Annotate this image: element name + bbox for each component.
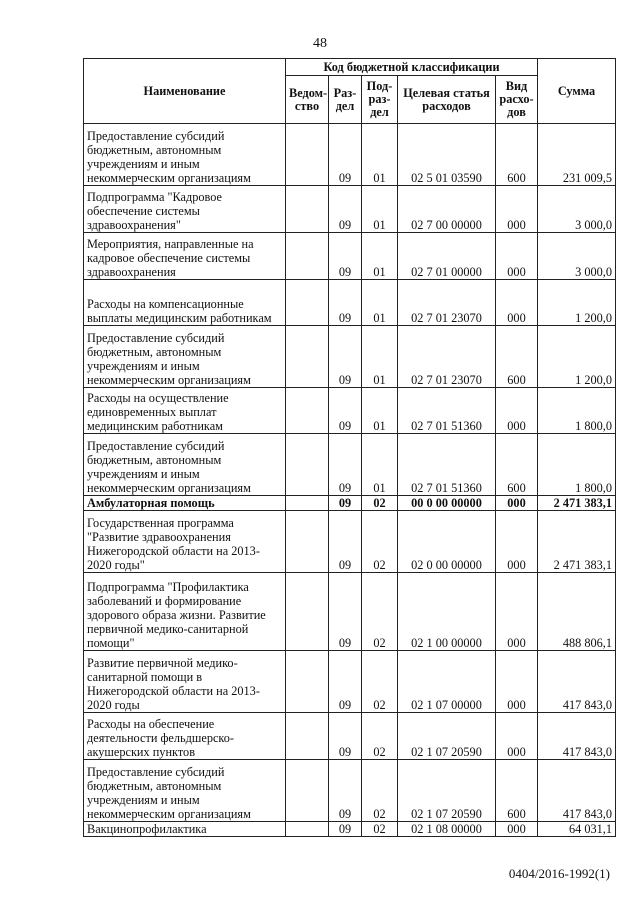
cell-summa: 3 000,0 <box>538 233 616 280</box>
cell-podrazdel: 02 <box>362 760 398 822</box>
cell-vedomstvo <box>286 186 329 233</box>
cell-vedomstvo <box>286 713 329 760</box>
cell-summa: 1 800,0 <box>538 388 616 434</box>
cell-razdel: 09 <box>329 822 362 837</box>
cell-vid: 600 <box>496 124 538 186</box>
cell-vedomstvo <box>286 233 329 280</box>
cell-summa: 64 031,1 <box>538 822 616 837</box>
cell-name: Предоставление субсидий бюджетным, автономным учреждениям и иным некоммерческим организациям <box>84 124 286 186</box>
cell-vid: 000 <box>496 573 538 651</box>
cell-summa: 231 009,5 <box>538 124 616 186</box>
cell-vedomstvo <box>286 388 329 434</box>
cell-vid: 000 <box>496 651 538 713</box>
cell-summa: 1 800,0 <box>538 434 616 496</box>
table-row <box>84 233 616 280</box>
cell-vid: 600 <box>496 434 538 496</box>
cell-tselevaya: 02 5 01 03590 <box>398 124 496 186</box>
cell-tselevaya: 02 7 01 00000 <box>398 233 496 280</box>
header-razdel: Раз-дел <box>329 76 362 124</box>
cell-podrazdel: 01 <box>362 434 398 496</box>
cell-name: Развитие первичной медико-санитарной помощи в Нижегородской области на 2013-2020 годы <box>84 651 286 713</box>
cell-razdel: 09 <box>329 511 362 573</box>
cell-vedomstvo <box>286 573 329 651</box>
cell-vid: 000 <box>496 388 538 434</box>
cell-podrazdel: 02 <box>362 496 398 511</box>
header-podrazdel: Под-раз-дел <box>362 76 398 124</box>
cell-vid: 000 <box>496 713 538 760</box>
cell-name: Подпрограмма "Кадровое обеспечение системы здравоохранения" <box>84 186 286 233</box>
table-row <box>84 388 616 434</box>
cell-vid: 000 <box>496 822 538 837</box>
table-row <box>84 124 616 186</box>
cell-podrazdel: 02 <box>362 822 398 837</box>
cell-summa: 417 843,0 <box>538 760 616 822</box>
cell-vedomstvo <box>286 280 329 326</box>
page-number: 48 <box>313 36 327 51</box>
cell-name: Государственная программа "Развитие здравоохранения Нижегородской области на 2013-2020 годы" <box>84 511 286 573</box>
cell-name: Подпрограмма "Профилактика заболеваний и формирование здорового образа жизни. Развитие первичной медико-санитарной помощи" <box>84 573 286 651</box>
cell-name: Расходы на осуществление единовременных выплат медицинским работникам <box>84 388 286 434</box>
cell-summa: 2 471 383,1 <box>538 496 616 511</box>
cell-podrazdel: 01 <box>362 124 398 186</box>
cell-podrazdel: 02 <box>362 651 398 713</box>
cell-tselevaya: 02 1 07 00000 <box>398 651 496 713</box>
document-code: 0404/2016-1992(1) <box>508 866 610 881</box>
cell-tselevaya: 02 7 01 23070 <box>398 280 496 326</box>
table-row <box>84 573 616 651</box>
cell-podrazdel: 01 <box>362 388 398 434</box>
table-row <box>84 511 616 573</box>
cell-vid: 000 <box>496 280 538 326</box>
cell-name: Мероприятия, направленные на кадровое обеспечение системы здравоохранения <box>84 233 286 280</box>
table-row <box>84 760 616 822</box>
cell-name: Предоставление субсидий бюджетным, автономным учреждениям и иным некоммерческим организациям <box>84 326 286 388</box>
header-summa: Сумма <box>538 59 616 124</box>
cell-tselevaya: 00 0 00 00000 <box>398 496 496 511</box>
cell-podrazdel: 01 <box>362 233 398 280</box>
cell-razdel: 09 <box>329 326 362 388</box>
cell-podrazdel: 01 <box>362 280 398 326</box>
cell-summa: 2 471 383,1 <box>538 511 616 573</box>
table-body <box>84 124 616 837</box>
cell-tselevaya: 02 1 00 00000 <box>398 573 496 651</box>
cell-podrazdel: 01 <box>362 186 398 233</box>
cell-tselevaya: 02 7 00 00000 <box>398 186 496 233</box>
cell-razdel: 09 <box>329 713 362 760</box>
header-vedomstvo: Ведом-ство <box>286 76 329 124</box>
table-row <box>84 496 616 511</box>
cell-summa: 3 000,0 <box>538 186 616 233</box>
cell-summa: 1 200,0 <box>538 280 616 326</box>
cell-vid: 000 <box>496 496 538 511</box>
cell-razdel: 09 <box>329 233 362 280</box>
header-classification-group: Код бюджетной классификации <box>286 59 538 76</box>
cell-vid: 000 <box>496 233 538 280</box>
cell-name: Расходы на компенсационные выплаты медицинским работникам <box>84 280 286 326</box>
cell-vid: 000 <box>496 511 538 573</box>
cell-razdel: 09 <box>329 573 362 651</box>
cell-razdel: 09 <box>329 496 362 511</box>
cell-vedomstvo <box>286 124 329 186</box>
table-row <box>84 280 616 326</box>
cell-razdel: 09 <box>329 186 362 233</box>
cell-name: Предоставление субсидий бюджетным, автономным учреждениям и иным некоммерческим организациям <box>84 760 286 822</box>
cell-vid: 600 <box>496 760 538 822</box>
cell-summa: 417 843,0 <box>538 713 616 760</box>
cell-vedomstvo <box>286 326 329 388</box>
table-row <box>84 186 616 233</box>
table-row <box>84 651 616 713</box>
cell-tselevaya: 02 1 07 20590 <box>398 760 496 822</box>
cell-name: Расходы на обеспечение деятельности фельдшерско-акушерских пунктов <box>84 713 286 760</box>
cell-vedomstvo <box>286 651 329 713</box>
cell-razdel: 09 <box>329 760 362 822</box>
table-row <box>84 434 616 496</box>
cell-razdel: 09 <box>329 434 362 496</box>
budget-table <box>83 58 616 837</box>
cell-tselevaya: 02 7 01 23070 <box>398 326 496 388</box>
cell-tselevaya: 02 7 01 51360 <box>398 434 496 496</box>
header-tselevaya: Целевая статья расходов <box>398 76 496 124</box>
cell-podrazdel: 02 <box>362 573 398 651</box>
table-row <box>84 326 616 388</box>
table-row <box>84 713 616 760</box>
cell-podrazdel: 02 <box>362 713 398 760</box>
cell-vedomstvo <box>286 822 329 837</box>
cell-vedomstvo <box>286 760 329 822</box>
cell-tselevaya: 02 1 07 20590 <box>398 713 496 760</box>
cell-razdel: 09 <box>329 124 362 186</box>
header-vid: Вид расхо-дов <box>496 76 538 124</box>
cell-summa: 488 806,1 <box>538 573 616 651</box>
cell-vid: 000 <box>496 186 538 233</box>
cell-razdel: 09 <box>329 651 362 713</box>
cell-tselevaya: 02 1 08 00000 <box>398 822 496 837</box>
cell-podrazdel: 01 <box>362 326 398 388</box>
header-name: Наименование <box>84 59 286 124</box>
cell-podrazdel: 02 <box>362 511 398 573</box>
cell-vedomstvo <box>286 434 329 496</box>
cell-tselevaya: 02 0 00 00000 <box>398 511 496 573</box>
cell-name: Амбулаторная помощь <box>84 496 286 511</box>
cell-summa: 1 200,0 <box>538 326 616 388</box>
cell-vid: 600 <box>496 326 538 388</box>
cell-name: Вакцинопрофилактика <box>84 822 286 837</box>
cell-razdel: 09 <box>329 388 362 434</box>
table-row <box>84 822 616 837</box>
cell-vedomstvo <box>286 496 329 511</box>
cell-summa: 417 843,0 <box>538 651 616 713</box>
cell-razdel: 09 <box>329 280 362 326</box>
cell-name: Предоставление субсидий бюджетным, автономным учреждениям и иным некоммерческим организациям <box>84 434 286 496</box>
cell-vedomstvo <box>286 511 329 573</box>
cell-tselevaya: 02 7 01 51360 <box>398 388 496 434</box>
